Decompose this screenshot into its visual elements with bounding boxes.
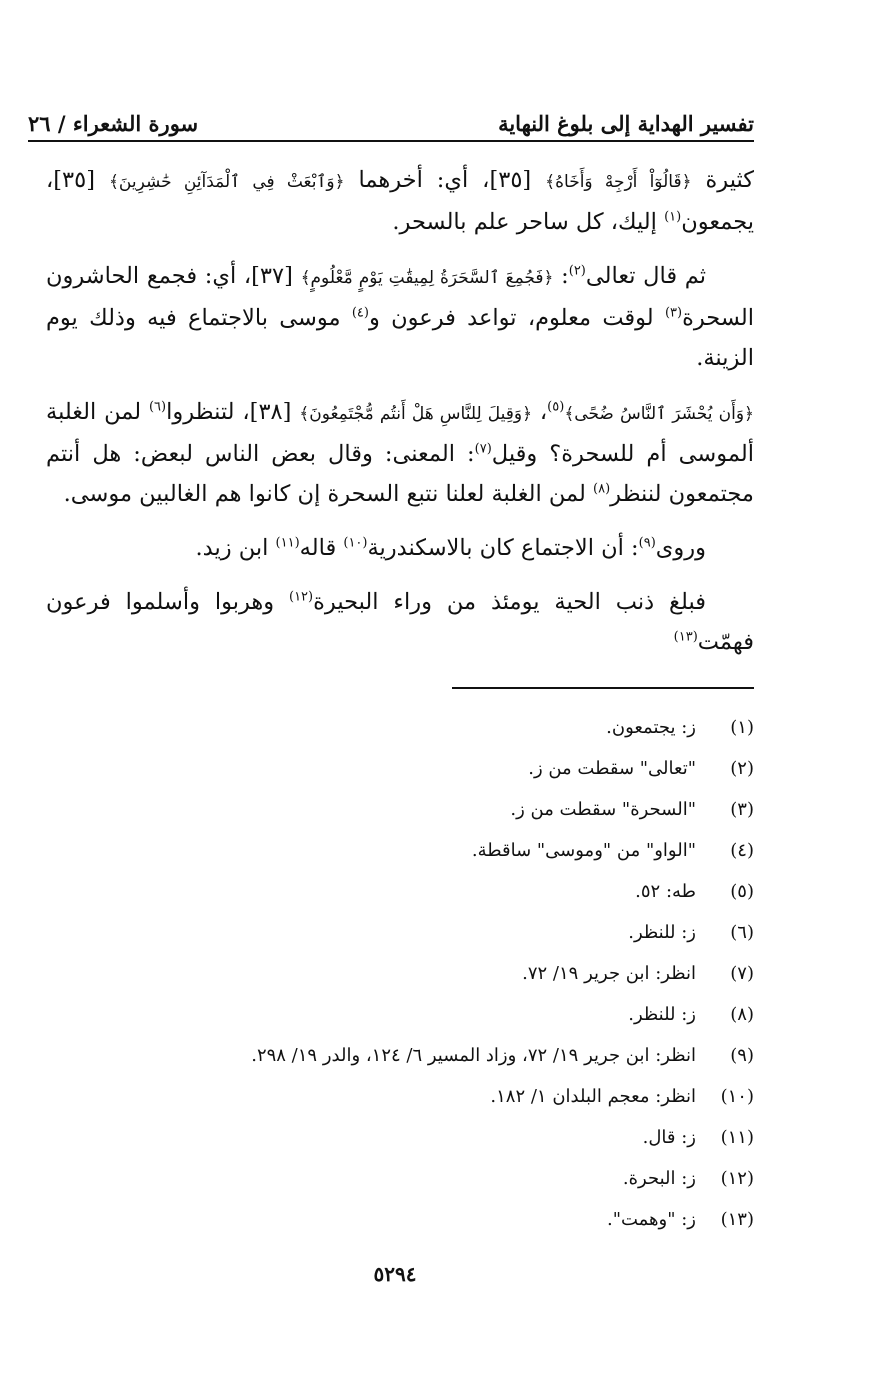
- text-segment: : أن الاجتماع كان بالاسكندرية: [367, 535, 639, 561]
- text-segment: وهربوا وأسلموا فرعون فهمّت: [46, 589, 754, 655]
- surah-label: سورة الشعراء / ٢٦: [28, 111, 199, 136]
- text-segment: لمن الغلبة ألموسى أم للسحرة؟ وقيل: [46, 399, 754, 467]
- footnote-item: [100, 994, 754, 1035]
- footnote-list: [100, 707, 754, 1240]
- footnote-text: ز: للنظر.: [628, 922, 696, 943]
- footnote-ref[interactable]: (١): [664, 209, 682, 225]
- text-segment: ثم قال تعالى: [585, 263, 707, 289]
- footnote-ref[interactable]: (١١): [275, 535, 300, 551]
- footnote-number: (٧): [730, 963, 754, 984]
- text-segment: موسى بالاجتماع فيه وذلك يوم الزينة.: [46, 305, 754, 371]
- paragraph-4: [46, 528, 754, 568]
- footnote-ref[interactable]: (٧): [474, 441, 492, 457]
- footnote-ref[interactable]: (١٣): [673, 629, 698, 645]
- footnote-text: ز: للنظر.: [628, 1004, 696, 1025]
- footnote-ref[interactable]: (٢): [568, 263, 586, 279]
- text-segment: فبلغ ذنب الحية يومئذ من وراء البحيرة: [313, 589, 706, 615]
- footnote-ref[interactable]: (١٠): [343, 535, 368, 551]
- footnote-divider: [452, 687, 754, 689]
- paragraph-2: [46, 256, 754, 378]
- footnote-number: (٢): [730, 758, 754, 779]
- footnote-text: "تعالى" سقطت من ز.: [528, 758, 696, 779]
- footnote-text: ز: يجتمعون.: [606, 717, 696, 738]
- paragraph-3: [46, 392, 754, 514]
- footnote-text: "الواو" من "وموسى" ساقطة.: [471, 840, 696, 861]
- text-segment: ،: [532, 399, 548, 425]
- footnote-number: (٨): [730, 1004, 754, 1025]
- footnote-text: انظر: معجم البلدان ١/ ١٨٢.: [490, 1086, 696, 1107]
- text-segment: ابن زيد.: [195, 535, 276, 561]
- footnote-text: ز: "وهمت".: [606, 1209, 696, 1230]
- footnote-text: ز: قال.: [642, 1127, 696, 1148]
- footnote-item: [100, 1035, 754, 1076]
- text-segment: [٣٥]، أي: أخرهما: [344, 167, 546, 193]
- quran-verse: ﴿وَقِيلَ لِلنَّاسِ هَلْ أَنتُم مُّجْتَمِعُونَ﴾: [299, 404, 533, 424]
- quran-verse: ﴿وَٱبْعَثْ فِي ٱلْمَدَآئِنِ حَٰشِرِينَ﴾: [108, 172, 345, 192]
- quran-verse: ﴿فَجُمِعَ ٱلسَّحَرَةُ لِمِيقَٰتِ يَوْمٍ مَّعْلُومٍ﴾: [300, 268, 554, 288]
- text-segment: [٣٧]، أي: فجمع الحاشرون السحرة: [46, 263, 754, 331]
- footnote-item: [100, 830, 754, 871]
- footnote-number: (٤): [730, 840, 754, 861]
- quran-verse: ﴿قَالُوٓاْ أَرْجِهْ وَأَخَاهُ﴾: [545, 172, 692, 192]
- footnote-item: [100, 1199, 754, 1240]
- footnote-item: [100, 748, 754, 789]
- text-segment: كثيرة: [691, 167, 754, 193]
- paragraph-5: [46, 582, 754, 662]
- footnote-number: (١٣): [720, 1209, 754, 1230]
- text-segment: إليك، كل ساحر علم بالسحر.: [392, 209, 665, 235]
- footnote-number: (٦): [730, 922, 754, 943]
- footnote-ref[interactable]: (٥): [547, 399, 565, 415]
- footnote-item: [100, 707, 754, 748]
- text-segment: لمن الغلبة لعلنا نتبع السحرة إن كانوا هم الغالبين موسى.: [63, 481, 594, 507]
- footnote-text: ز: البحرة.: [622, 1168, 696, 1189]
- footnote-ref[interactable]: (٨): [593, 481, 611, 497]
- footnote-number: (٩): [730, 1045, 754, 1066]
- footnote-number: (١٠): [720, 1086, 754, 1107]
- footnote-item: [100, 912, 754, 953]
- footnote-ref[interactable]: (٦): [148, 399, 167, 415]
- text-segment: لوقت معلوم، تواعد فرعون و: [368, 305, 665, 331]
- quran-verse: ﴿وَأَن يُحْشَرَ ٱلنَّاسُ ضُحًى﴾: [564, 404, 754, 424]
- main-text: [46, 160, 754, 676]
- footnote-item: [100, 1158, 754, 1199]
- footnote-number: (١): [730, 717, 754, 738]
- footnote-item: [100, 871, 754, 912]
- footnote-ref[interactable]: (٤): [351, 305, 369, 321]
- footnote-item: [100, 1117, 754, 1158]
- text-segment: وروى: [655, 535, 706, 561]
- footnote-number: (١٢): [720, 1168, 754, 1189]
- text-segment: قاله: [299, 535, 344, 561]
- footnote-item: [100, 789, 754, 830]
- running-header: [28, 96, 754, 142]
- footnote-item: [100, 953, 754, 994]
- footnote-number: (٥): [730, 881, 754, 902]
- text-segment: [٣٨]، لتنظروا: [166, 399, 300, 425]
- footnote-text: انظر: ابن جرير ١٩/ ٧٢.: [522, 963, 696, 984]
- book-title: تفسير الهداية إلى بلوغ النهاية: [498, 111, 754, 136]
- footnote-text: "السحرة" سقطت من ز.: [510, 799, 696, 820]
- paragraph-1: [46, 160, 754, 242]
- text-segment: :: [553, 263, 569, 289]
- footnote-text: طه: ٥٢.: [635, 881, 696, 902]
- text-segment: : المعنى: وقال بعض الناس لبعض: هل أنتم مجتمعون لننظر: [46, 441, 754, 507]
- text-segment: [٣٥]، يجمعون: [46, 167, 754, 235]
- footnote-text: انظر: ابن جرير ١٩/ ٧٢، وزاد المسير ٦/ ١٢٤، والدر ١٩/ ٢٩٨.: [251, 1045, 696, 1066]
- footnote-ref[interactable]: (٩): [638, 535, 656, 551]
- footnote-ref[interactable]: (١٢): [289, 589, 314, 605]
- footnote-ref[interactable]: (٣): [664, 305, 683, 321]
- footnote-number: (٣): [730, 799, 754, 820]
- page-number: ٥٢٩٤: [373, 1262, 417, 1286]
- footnote-number: (١١): [720, 1127, 754, 1148]
- footnote-item: [100, 1076, 754, 1117]
